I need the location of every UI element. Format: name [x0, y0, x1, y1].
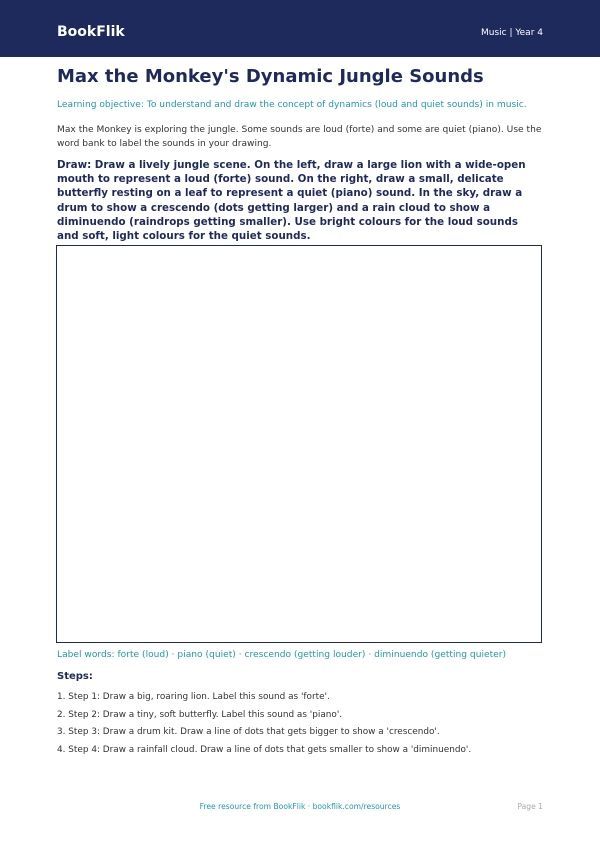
step-item: 2. Step 2: Draw a tiny, soft butterfly. Label this sound as 'piano'.	[57, 709, 343, 720]
steps-heading: Steps:	[57, 671, 93, 682]
subject-year-label: Music | Year 4	[480, 28, 543, 38]
worksheet-title: Max the Monkey's Dynamic Jungle Sounds	[57, 66, 484, 87]
learning-objective: Learning objective: To understand and draw the concept of dynamics (loud and quiet sounds) in music.	[57, 100, 527, 110]
step-item: 3. Step 3: Draw a drum kit. Draw a line of dots that gets bigger to show a 'crescendo'.	[57, 727, 440, 737]
step-item: 4. Step 4: Draw a rainfall cloud. Draw a line of dots that gets smaller to show a 'diminuendo'.	[57, 744, 472, 755]
word-bank: Label words: forte (loud) · piano (quiet) · crescendo (getting louder) · diminuendo (getting quieter)	[57, 650, 507, 660]
page-number: Page 1	[517, 802, 543, 811]
step-item: 1. Step 1: Draw a big, roaring lion. Label this sound as 'forte'.	[57, 692, 330, 702]
brand-logo-text: BookFlik	[57, 24, 125, 40]
drawing-area[interactable]	[56, 245, 542, 643]
header-bar	[0, 0, 600, 57]
intro-text: Max the Monkey is exploring the jungle. Some sounds are loud (forte) and some are quiet (piano). Use the word bank to label the sounds in your drawing.	[57, 125, 542, 149]
steps-list	[57, 689, 547, 759]
drawing-instruction: Draw: Draw a lively jungle scene. On the left, draw a large lion with a wide-open mouth to represent a loud (forte) sound. On the right, draw a small, delicate butterfly resting on a leaf to represent a quiet (piano) sound. In the sky, draw a drum to show a crescendo (dots getting larger) and a rain cloud to show a diminuendo (raindrops getting smaller). Use bright colours for the loud sounds and soft, light colours for the quiet sounds.	[57, 159, 526, 243]
footer-credit: Free resource from BookFlik · bookflik.com/resources	[199, 802, 401, 811]
